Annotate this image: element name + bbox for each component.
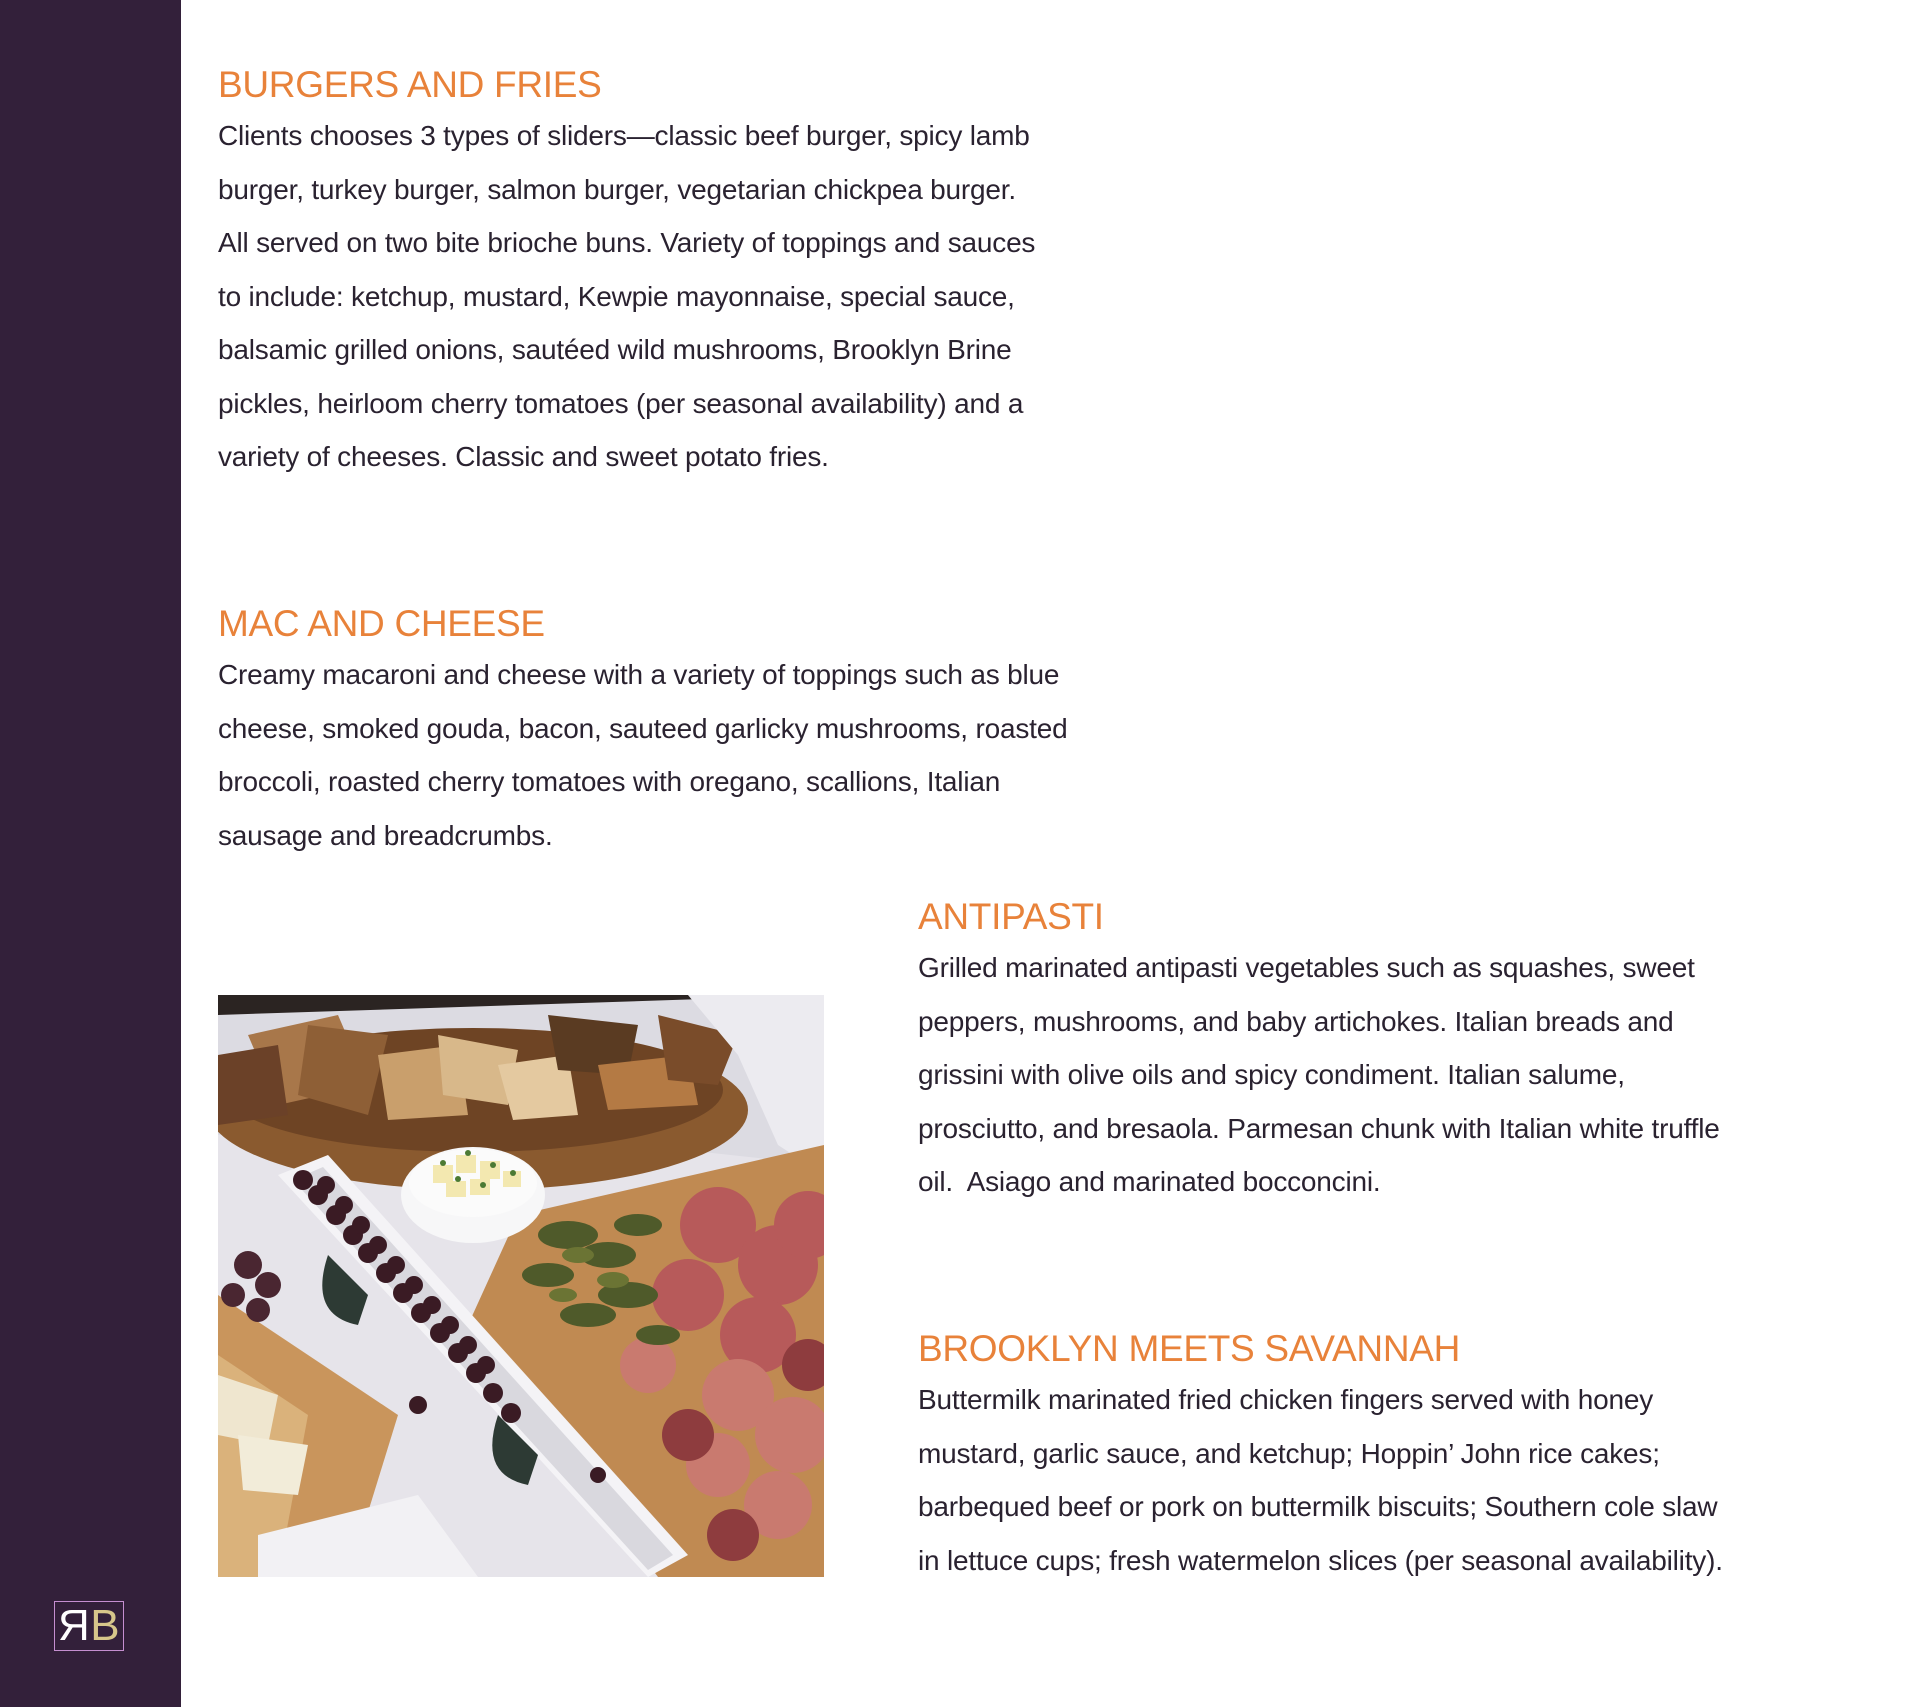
description-line: Clients chooses 3 types of sliders—classic beef burger, spicy lamb (218, 120, 1030, 151)
description-line: burger, turkey burger, salmon burger, vegetarian chickpea burger. (218, 173, 1016, 205)
menu-section-mac-and-cheese (218, 600, 1178, 862)
description-line: Buttermilk marinated fried chicken fingers served with honey (918, 1384, 1654, 1415)
section-title: BROOKLYN MEETS SAVANNAH (918, 1328, 1461, 1369)
section-description (218, 109, 1178, 484)
description-line: sausage and breadcrumbs. (218, 819, 553, 851)
description-line: oil. Asiago and marinated bocconcini. (918, 1166, 1381, 1197)
description-line: grissini with olive oils and spicy condiment. Italian salume, (918, 1059, 1625, 1090)
description-line: variety of cheeses. Classic and sweet potato fries. (218, 441, 829, 472)
section-title: BURGERS AND FRIES (218, 64, 602, 105)
description-line: broccoli, roasted cherry tomatoes with oregano, scallions, Italian (218, 766, 1001, 797)
description-line: peppers, mushrooms, and baby artichokes. Italian breads and (918, 1005, 1674, 1037)
description-line: to include: ketchup, mustard, Kewpie mayonnaise, special sauce, (218, 280, 1015, 312)
description-line: prosciutto, and bresaola. Parmesan chunk with Italian white truffle (918, 1112, 1720, 1144)
section-description (918, 941, 1878, 1209)
description-line: pickles, heirloom cherry tomatoes (per seasonal availability) and a (218, 387, 1024, 419)
description-line: All served on two bite brioche buns. Variety of toppings and sauces (218, 227, 1036, 258)
description-line: cheese, smoked gouda, bacon, sauteed garlicky mushrooms, roasted (218, 712, 1068, 744)
menu-section-antipasti (918, 893, 1878, 1209)
section-description (918, 1373, 1878, 1587)
description-line: mustard, garlic sauce, and ketchup; Hoppin’ John rice cakes; (918, 1437, 1660, 1469)
description-line: in lettuce cups; fresh watermelon slices (per seasonal availability). (918, 1544, 1723, 1576)
description-line: barbequed beef or pork on buttermilk biscuits; Southern cole slaw (918, 1491, 1718, 1522)
logo-letter-b: B (90, 1601, 119, 1650)
menu-section-burgers-and-fries (218, 61, 1178, 484)
antipasti-platter-photo (218, 995, 824, 1577)
description-line: Grilled marinated antipasti vegetables such as squashes, sweet (918, 952, 1695, 983)
description-line: balsamic grilled onions, sautéed wild mushrooms, Brooklyn Brine (218, 334, 1012, 365)
menu-section-brooklyn-meets-savannah (918, 1325, 1878, 1587)
description-line: Creamy macaroni and cheese with a variety of toppings such as blue (218, 659, 1060, 690)
section-description (218, 648, 1178, 862)
rb-logo (54, 1601, 124, 1651)
sidebar (0, 0, 181, 1707)
section-title: MAC AND CHEESE (218, 603, 545, 644)
section-title: ANTIPASTI (918, 896, 1104, 937)
logo-letter-r: R (59, 1601, 91, 1650)
